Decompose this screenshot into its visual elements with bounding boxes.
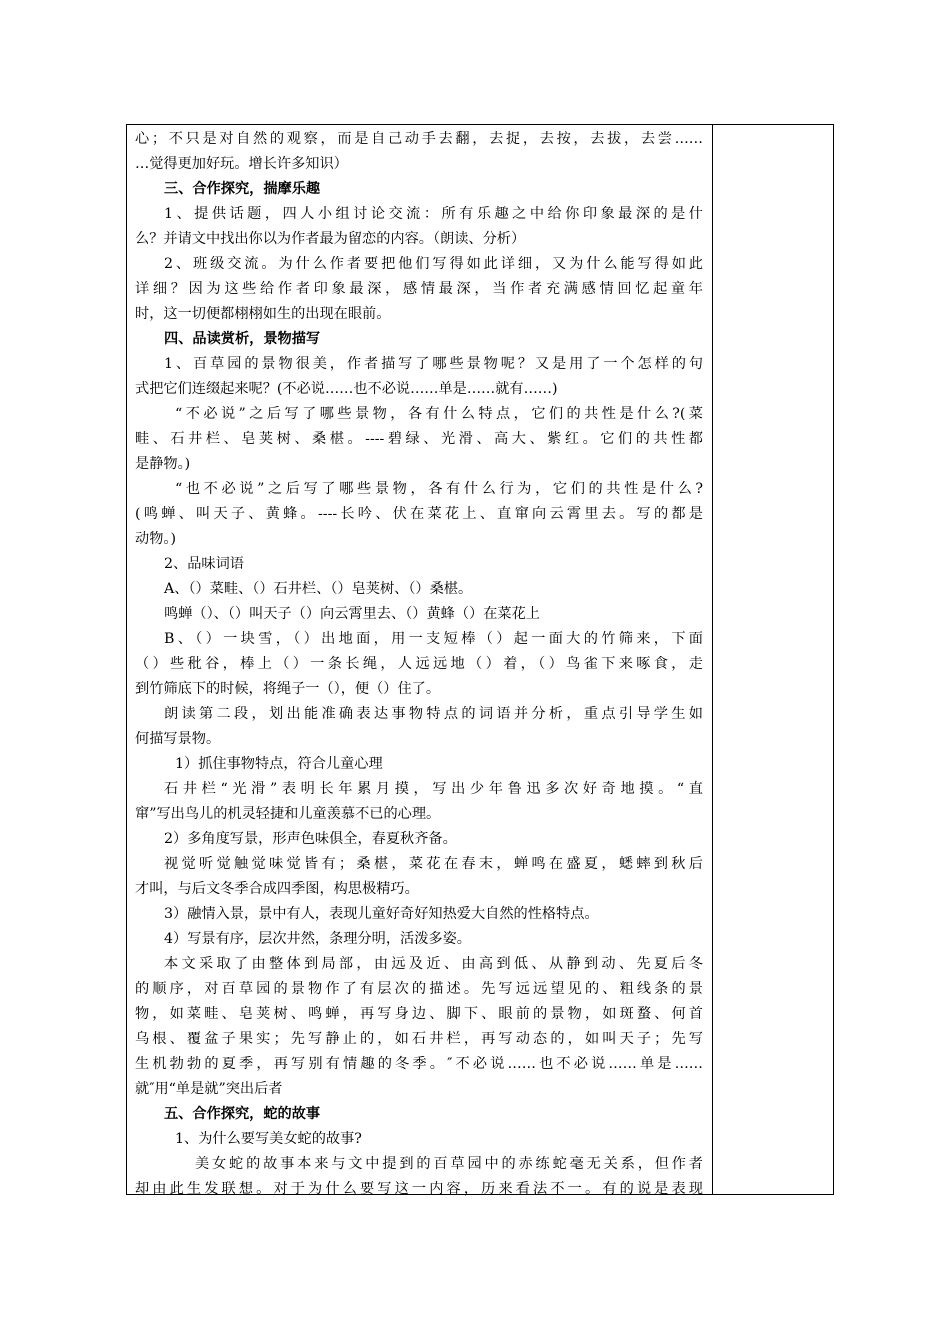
text-line: 美女蛇的故事本来与文中提到的百草园中的赤练蛇毫无关系，但作者 bbox=[195, 1156, 703, 1172]
text-line: 详细？因为这些给作者印象最深，感情最深，当作者充满感情回忆起童年 bbox=[135, 281, 703, 297]
text-line: “也不必说”之后写了哪些景物，各有什么行为，它们的共性是什么? bbox=[175, 481, 703, 497]
text-line: “不必说”之后写了哪些景物，各有什么特点，它们的共性是什么?(菜 bbox=[175, 406, 703, 422]
text-line: 时，这一切便都栩栩如生的出现在眼前。 bbox=[135, 306, 391, 322]
lesson-content-cell bbox=[135, 127, 703, 1202]
text-line: 2、班级交流。为什么作者要把他们写得如此详细，又为什么能写得如此 bbox=[164, 256, 703, 272]
text-line: 1、提供话题，四人小组讨论交流：所有乐趣之中给你印象最深的是什 bbox=[164, 206, 703, 222]
text-line: 1、百草园的景物很美，作者描写了哪些景物呢？又是用了一个怎样的句 bbox=[164, 356, 703, 372]
text-line: 到竹筛底下的时候，将绳子一（），便（）住了。 bbox=[135, 681, 441, 697]
text-line: 石井栏“光滑”表明长年累月摸，写出少年鲁迅多次好奇地摸。“直 bbox=[164, 781, 703, 797]
text-line: 动物。) bbox=[135, 531, 176, 547]
text-line: 生机勃勃的夏季，再写别有情趣的冬季。″不必说……也不必说……单是…… bbox=[135, 1056, 703, 1072]
text-line: 2、品味词语 bbox=[164, 556, 244, 572]
text-line: 乌根、覆盆子果实；先写静止的，如石井栏，再写动态的，如叫天子；先写 bbox=[135, 1031, 703, 1047]
column-divider bbox=[712, 125, 713, 1194]
text-line: 式把它们连缀起来呢？(不必说……也不必说……单是……就有……) bbox=[135, 381, 558, 397]
text-line: 1）抓住事物特点，符合儿童心理 bbox=[175, 756, 383, 772]
text-line: 么？并请文中找出你以为作者最为留恋的内容。（朗读、分析） bbox=[135, 231, 526, 247]
text-line: 朗读第二段，划出能准确表达事物特点的词语并分析，重点引导学生如 bbox=[164, 706, 703, 722]
text-line: 本文采取了由整体到局部，由远及近、由高到低、从静到动、先夏后冬 bbox=[164, 956, 703, 972]
text-line: 4）写景有序，层次井然，条理分明，活泼多姿。 bbox=[164, 931, 471, 947]
section-heading: 三、合作探究，揣摩乐趣 bbox=[164, 181, 321, 197]
section-heading: 五、合作探究，蛇的故事 bbox=[164, 1106, 321, 1122]
text-line: 却由此生发联想。对于为什么要写这一内容，历来看法不一。有的说是表现 bbox=[135, 1181, 703, 1197]
text-line: 鸣蝉（）、（）叫天子（）向云霄里去、（）黄蜂（）在菜花上 bbox=[164, 606, 540, 622]
text-line: 2）多角度写景，形声色味俱全，春夏秋齐备。 bbox=[164, 831, 457, 847]
text-line: 3）融情入景，景中有人，表现儿童好奇好知热爱大自然的性格特点。 bbox=[164, 906, 599, 922]
text-line: 才叫，与后文冬季合成四季图，构思极精巧。 bbox=[135, 881, 419, 897]
text-line: 就″用“单是就”突出后者 bbox=[135, 1081, 283, 1097]
text-line: 畦、石井栏、皂荚树、桑椹。----碧绿、光滑、高大、紫红。它们的共性都 bbox=[135, 431, 703, 447]
text-line: 是静物。) bbox=[135, 456, 191, 472]
text-line: B、（）一块雪，（）出地面，用一支短棒（）起一面大的竹筛来，下面 bbox=[164, 631, 703, 647]
text-line: (鸣蝉、叫天子、黄蜂。----长吟、伏在菜花上、直窜向云霄里去。写的都是 bbox=[135, 506, 703, 522]
text-line: （）些秕谷，棒上（）一条长绳，人远远地（）着，（）鸟雀下来啄食，走 bbox=[135, 656, 703, 672]
section-heading: 四、品读赏析，景物描写 bbox=[164, 331, 321, 347]
text-line: A、（）菜畦、（）石井栏、（）皂荚树、（）桑椹。 bbox=[164, 581, 473, 597]
text-line: 心；不只是对自然的观察，而是自己动手去翻，去捉，去按，去拔，去尝…… bbox=[135, 131, 703, 147]
text-line: 窜”写出鸟儿的机灵轻捷和儿童羡慕不已的心理。 bbox=[135, 806, 441, 822]
text-line: 视觉听觉触觉味觉皆有；桑椹，菜花在春末，蝉鸣在盛夏，蟋蟀到秋后 bbox=[164, 856, 703, 872]
text-line: 的顺序，对百草园的景物作了有层次的描述。先写远远望见的、粗线条的景 bbox=[135, 981, 703, 997]
lesson-table bbox=[126, 124, 834, 1195]
text-line: 物，如菜畦、皂荚树、鸣蝉，再写身边、脚下、眼前的景物，如斑蝥、何首 bbox=[135, 1006, 703, 1022]
text-line: …觉得更加好玩。增长许多知识） bbox=[135, 156, 348, 172]
text-line: 1、为什么要写美女蛇的故事? bbox=[175, 1131, 362, 1147]
text-line: 何描写景物。 bbox=[135, 731, 221, 747]
